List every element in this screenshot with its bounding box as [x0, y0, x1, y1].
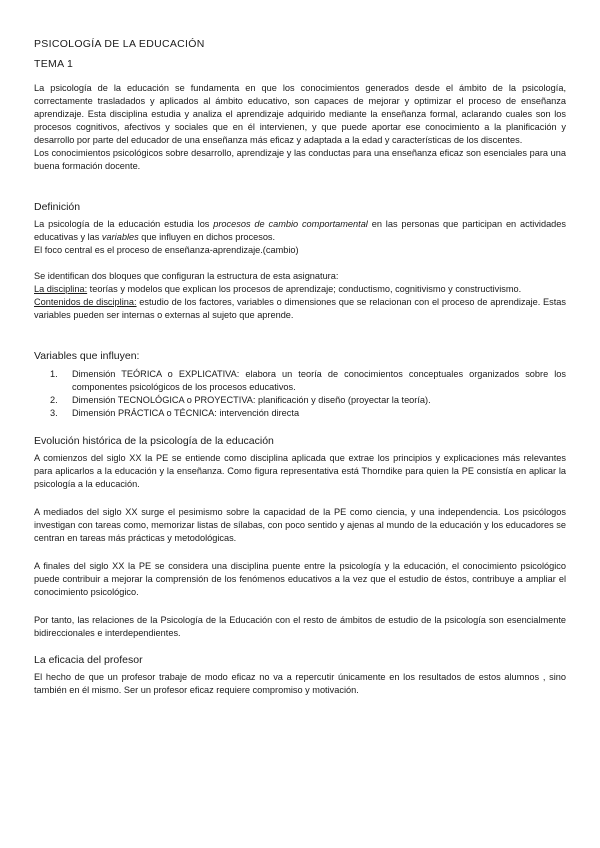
definicion-paragraph — [34, 218, 566, 244]
definicion-line-2: El foco central es el proceso de enseñanza-aprendizaje.(cambio) — [34, 245, 299, 255]
evolucion-heading: Evolución histórica de la psicología de la educación — [34, 435, 274, 447]
list-item-number: 3. — [50, 408, 58, 418]
definicion-italic-2: variables — [101, 232, 139, 242]
list-item-text: Dimensión TECNOLÓGICA o PROYECTIVA: planificación y diseño (proyectar la teoría). — [72, 395, 431, 405]
bloques-section — [34, 270, 566, 322]
evolucion-paragraph-4: Por tanto, las relaciones de la Psicología de la Educación con el resto de ámbitos de estudio de la psicología son esencialmente bidireccionales e interdependientes. — [34, 615, 566, 638]
evolucion-paragraph-3: A finales del siglo XX la PE se considera una disciplina puente entre la psicología y la educación, el conocimiento psicológico puede contribuir a mejorar la comprensión de los fenómenos educativos a la vez que el estudio de éstos, contribuye a ampliar el conocimiento psicológico. — [34, 561, 566, 597]
intro-paragraph-1: La psicología de la educación se fundamenta en que los conocimientos generados desde el ámbito de la psicología, correctamente trasladados y aplicados al ámbito educativo, son capaces de mejorar y optimizar el proceso de enseñanza aprendizaje. Esta disciplina estudia y analiza el aprendizaje adquirido mediante la enseñanza formal, aclarando cuales son los procesos cognitivos, afectivos y sociales que en él intervienen, y que puede aportar ese conocimiento a la planificación y desarrollo por parte del educador de una enseñanza más eficaz y adaptada a la edad y características de los discentes. — [34, 83, 566, 145]
bloque-2-text: estudio de los factores, variables o dimensiones que se relacionan con el proceso de aprendizaje. Estas variables pueden ser internas o externas al sujeto que aprende. — [34, 297, 566, 320]
list-item — [50, 407, 566, 420]
definicion-text-1: La psicología de la educación estudia los — [34, 219, 214, 229]
list-item-number: 2. — [50, 395, 58, 405]
list-item-text: Dimensión TEÓRICA o EXPLICATIVA: elabora un teoría de conocimientos conceptuales organizados sobre los componentes psicológicos de los procesos educativos. — [72, 369, 566, 392]
bloque-2-label: Contenidos de disciplina: — [34, 297, 137, 307]
list-item — [50, 394, 566, 407]
list-item-number: 1. — [50, 369, 58, 379]
definicion-text-2: en las personas que participan en actividades educativas y las — [34, 219, 566, 242]
bloque-1-text: teorías y modelos que explican los procesos de aprendizaje; conductismo, cognitivismo y constructivismo. — [87, 284, 522, 294]
eficacia-heading: La eficacia del profesor — [34, 654, 143, 666]
list-item-text: Dimensión PRÁCTICA o TÉCNICA: intervención directa — [72, 408, 300, 418]
intro-section — [34, 82, 566, 173]
evolucion-paragraph-1: A comienzos del siglo XX la PE se entiende como disciplina aplicada que extrae los principios y explicaciones más relevantes para aplicarlos a la educación y la enseñanza. Como figura representativa está Thorndike para quien la PE consistía en aplicar la psicología a la educación. — [34, 453, 566, 489]
list-item — [50, 368, 566, 394]
document-title: PSICOLOGÍA DE LA EDUCACIÓN — [34, 38, 205, 50]
bloque-1-label: La disciplina: — [34, 284, 88, 294]
evolucion-paragraph-2: A mediados del siglo XX surge el pesimismo sobre la capacidad de la PE como ciencia, y una independencia. Los psicólogos investigan con tareas como, memorizar listas de sílabas, con poco sentido y ajenas al mundo de la educación y los educadores se centran en tareas más prácticas y metodológicas. — [34, 507, 566, 543]
bloque-2 — [34, 296, 566, 322]
document-subtitle: TEMA 1 — [34, 58, 74, 70]
bloque-1 — [34, 283, 566, 296]
definicion-section — [34, 218, 566, 257]
intro-paragraph-2: Los conocimientos psicológicos sobre desarrollo, aprendizaje y las conductas para una enseñanza eficaz son esenciales para una buena formación docente. — [34, 148, 566, 171]
definicion-heading: Definición — [34, 201, 81, 213]
variables-heading: Variables que influyen: — [34, 350, 140, 362]
bloques-intro: Se identifican dos bloques que configuran la estructura de esta asignatura: — [34, 271, 339, 281]
definicion-italic-1: procesos de cambio comportamental — [213, 219, 368, 229]
variables-list — [50, 368, 566, 420]
eficacia-paragraph: El hecho de que un profesor trabaje de modo eficaz no va a repercutir únicamente en los resultados de estos alumnos , sino también en él mismo. Ser un profesor eficaz requiere compromiso y motivación. — [34, 672, 566, 695]
definicion-text-3: que influyen en dichos procesos. — [138, 232, 276, 242]
